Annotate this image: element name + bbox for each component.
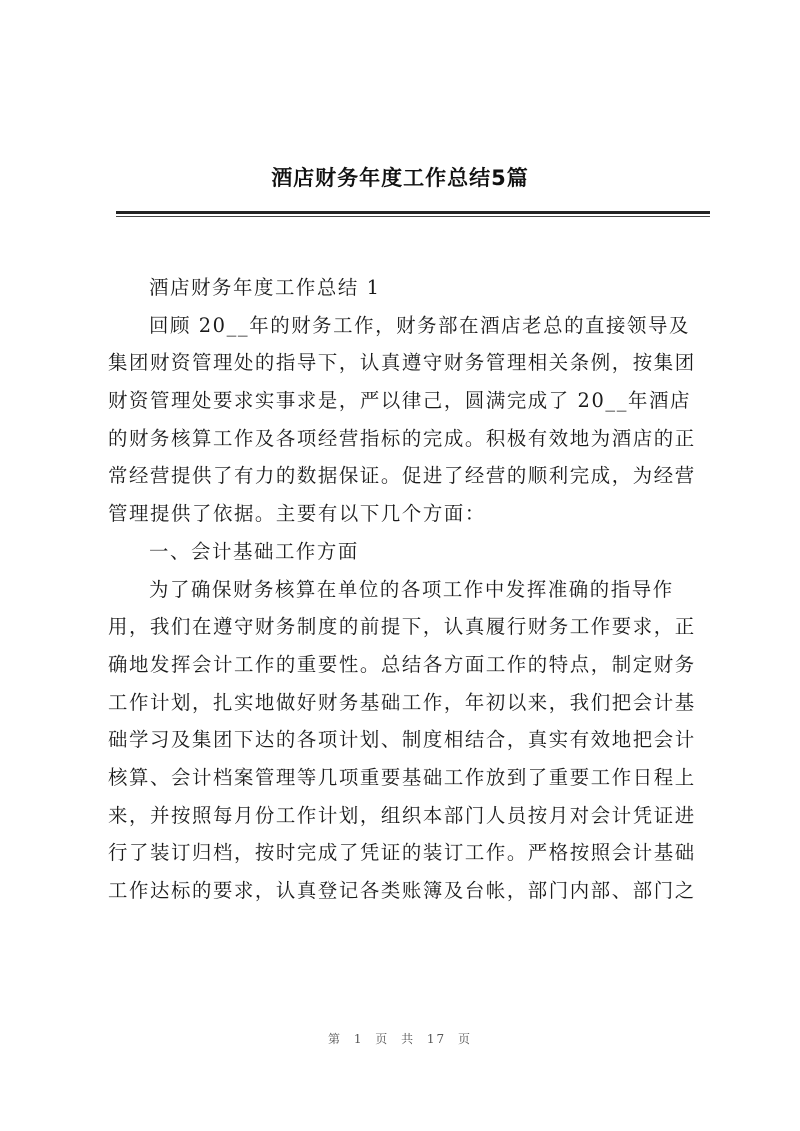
paragraph-line: 确地发挥会计工作的重要性。总结各方面工作的特点，制定财务 [108,652,696,676]
title-underline [116,211,710,214]
paragraph-line: 核算、会计档案管理等几项重要基础工作放到了重要工作日程上 [108,765,696,789]
paragraph-line: 础学习及集团下达的各项计划、制度相结合，真实有效地把会计 [108,728,696,752]
paragraph-line: 集团财资管理处的指导下，认真遵守财务管理相关条例，按集团 [108,351,696,375]
document-body [108,269,712,910]
paragraph-line: 的财务核算工作及各项经营指标的完成。积极有效地为酒店的正 [108,426,696,450]
paragraph-line: 一、会计基础工作方面 [149,539,359,563]
paragraph-line: 为了确保财务核算在单位的各项工作中发挥准确的指导作 [149,577,674,601]
paragraph-line: 管理提供了依据。主要有以下几个方面： [108,502,486,526]
paragraph-line: 行了装订归档，按时完成了凭证的装订工作。严格按照会计基础 [108,841,696,865]
paragraph-line: 工作达标的要求，认真登记各类账簿及台帐，部门内部、部门之 [108,879,696,902]
paragraph-line: 酒店财务年度工作总结 1 [149,276,381,299]
paragraph-line: 财资管理处要求实事求是，严以律己，圆满完成了 20__年酒店 [108,389,691,413]
paragraph-line: 回顾 20__年的财务工作，财务部在酒店老总的直接领导及 [149,313,691,337]
page-footer: 第 1 页 共 17 页 [328,1032,472,1046]
paragraph-line: 常经营提供了有力的数据保证。促进了经营的顺利完成，为经营 [108,464,696,488]
title-underline-thin [116,216,710,217]
document-title: 酒店财务年度工作总结5篇 [271,166,529,190]
paragraph-line: 用，我们在遵守财务制度的前提下，认真履行财务工作要求，正 [108,615,696,639]
paragraph-line: 工作计划，扎实地做好财务基础工作，年初以来，我们把会计基 [108,690,696,714]
paragraph-line: 来，并按照每月份工作计划，组织本部门人员按月对会计凭证进 [108,803,696,827]
